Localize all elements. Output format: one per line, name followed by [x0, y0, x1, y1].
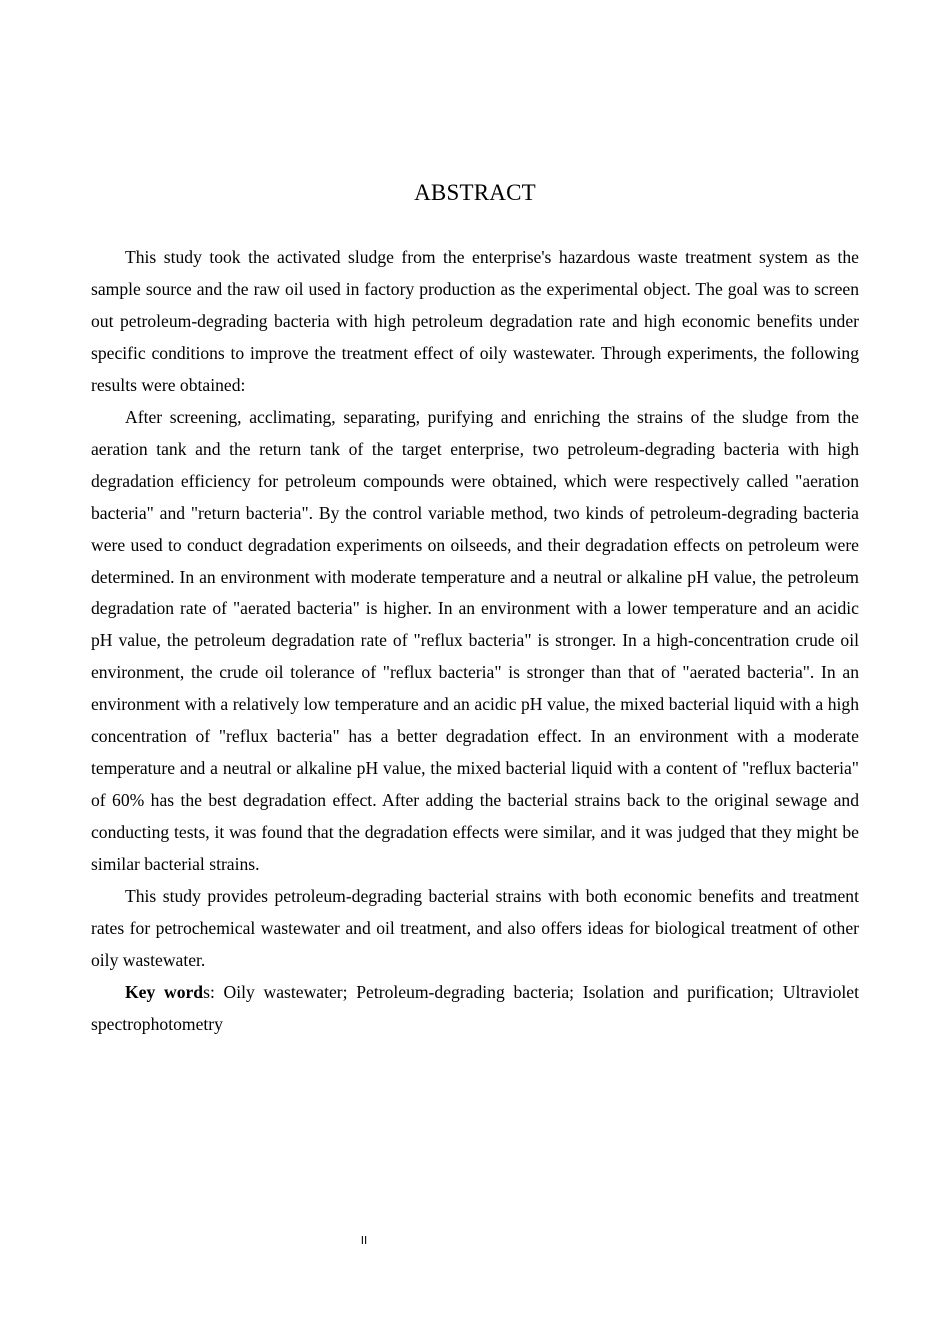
page-number: II [360, 1234, 368, 1247]
abstract-paragraph-1: This study took the activated sludge from the enterprise's hazardous waste treatment system as the sample source and the raw oil used in factory production as the experimental object. The goal was to screen out petroleum-degrading bacteria with high petroleum degradation rate and high economic benefits under specific conditions to improve the treatment effect of oily wastewater. Through experiments, the following results were obtained: [91, 247, 859, 395]
keywords-text: Oily wastewater; Petroleum-degrading bacteria; Isolation and purification; Ultraviolet spectrophotometry [91, 981, 859, 1034]
abstract-title: ABSTRACT [414, 180, 536, 205]
keywords-line [91, 977, 859, 1041]
abstract-paragraph-3: This study provides petroleum-degrading bacterial strains with both economic benefits and treatment rates for petrochemical wastewater and oil treatment, and also offers ideas for biological treatment of other oily wastewater. [91, 886, 859, 970]
abstract-paragraph-2: After screening, acclimating, separating, purifying and enriching the strains of the sludge from the aeration tank and the return tank of the target enterprise, two petroleum-degrading bacteria with high degradation efficiency for petroleum compounds were obtained, which were respectively called "aeration bacteria" and "return bacteria". By the control variable method, two kinds of petroleum-degrading bacteria were used to conduct degradation experiments on oilseeds, and their degradation effects on petroleum were determined. In an environment with moderate temperature and a neutral or alkaline pH value, the petroleum degradation rate of "aerated bacteria" is higher. In an environment with a lower temperature and an acidic pH value, the petroleum degradation rate of "reflux bacteria" is stronger. In a high-concentration crude oil environment, the crude oil tolerance of "reflux bacteria" is stronger than that of "aerated bacteria". In an environment with a relatively low temperature and an acidic pH value, the mixed bacterial liquid with a high concentration of "reflux bacteria" has a better degradation effect. In an environment with a moderate temperature and a neutral or alkaline pH value, the mixed bacterial liquid with a content of "reflux bacteria" of 60% has the best degradation effect. After adding the bacterial strains back to the original sewage and conducting tests, it was found that the degradation effects were similar, and it was judged that they might be similar bacterial strains. [91, 406, 859, 875]
keywords-label: Key word [125, 981, 204, 1002]
keywords-separator: : [209, 981, 224, 1002]
abstract-body [91, 242, 859, 1041]
keywords-label-suffix: s [203, 981, 210, 1002]
